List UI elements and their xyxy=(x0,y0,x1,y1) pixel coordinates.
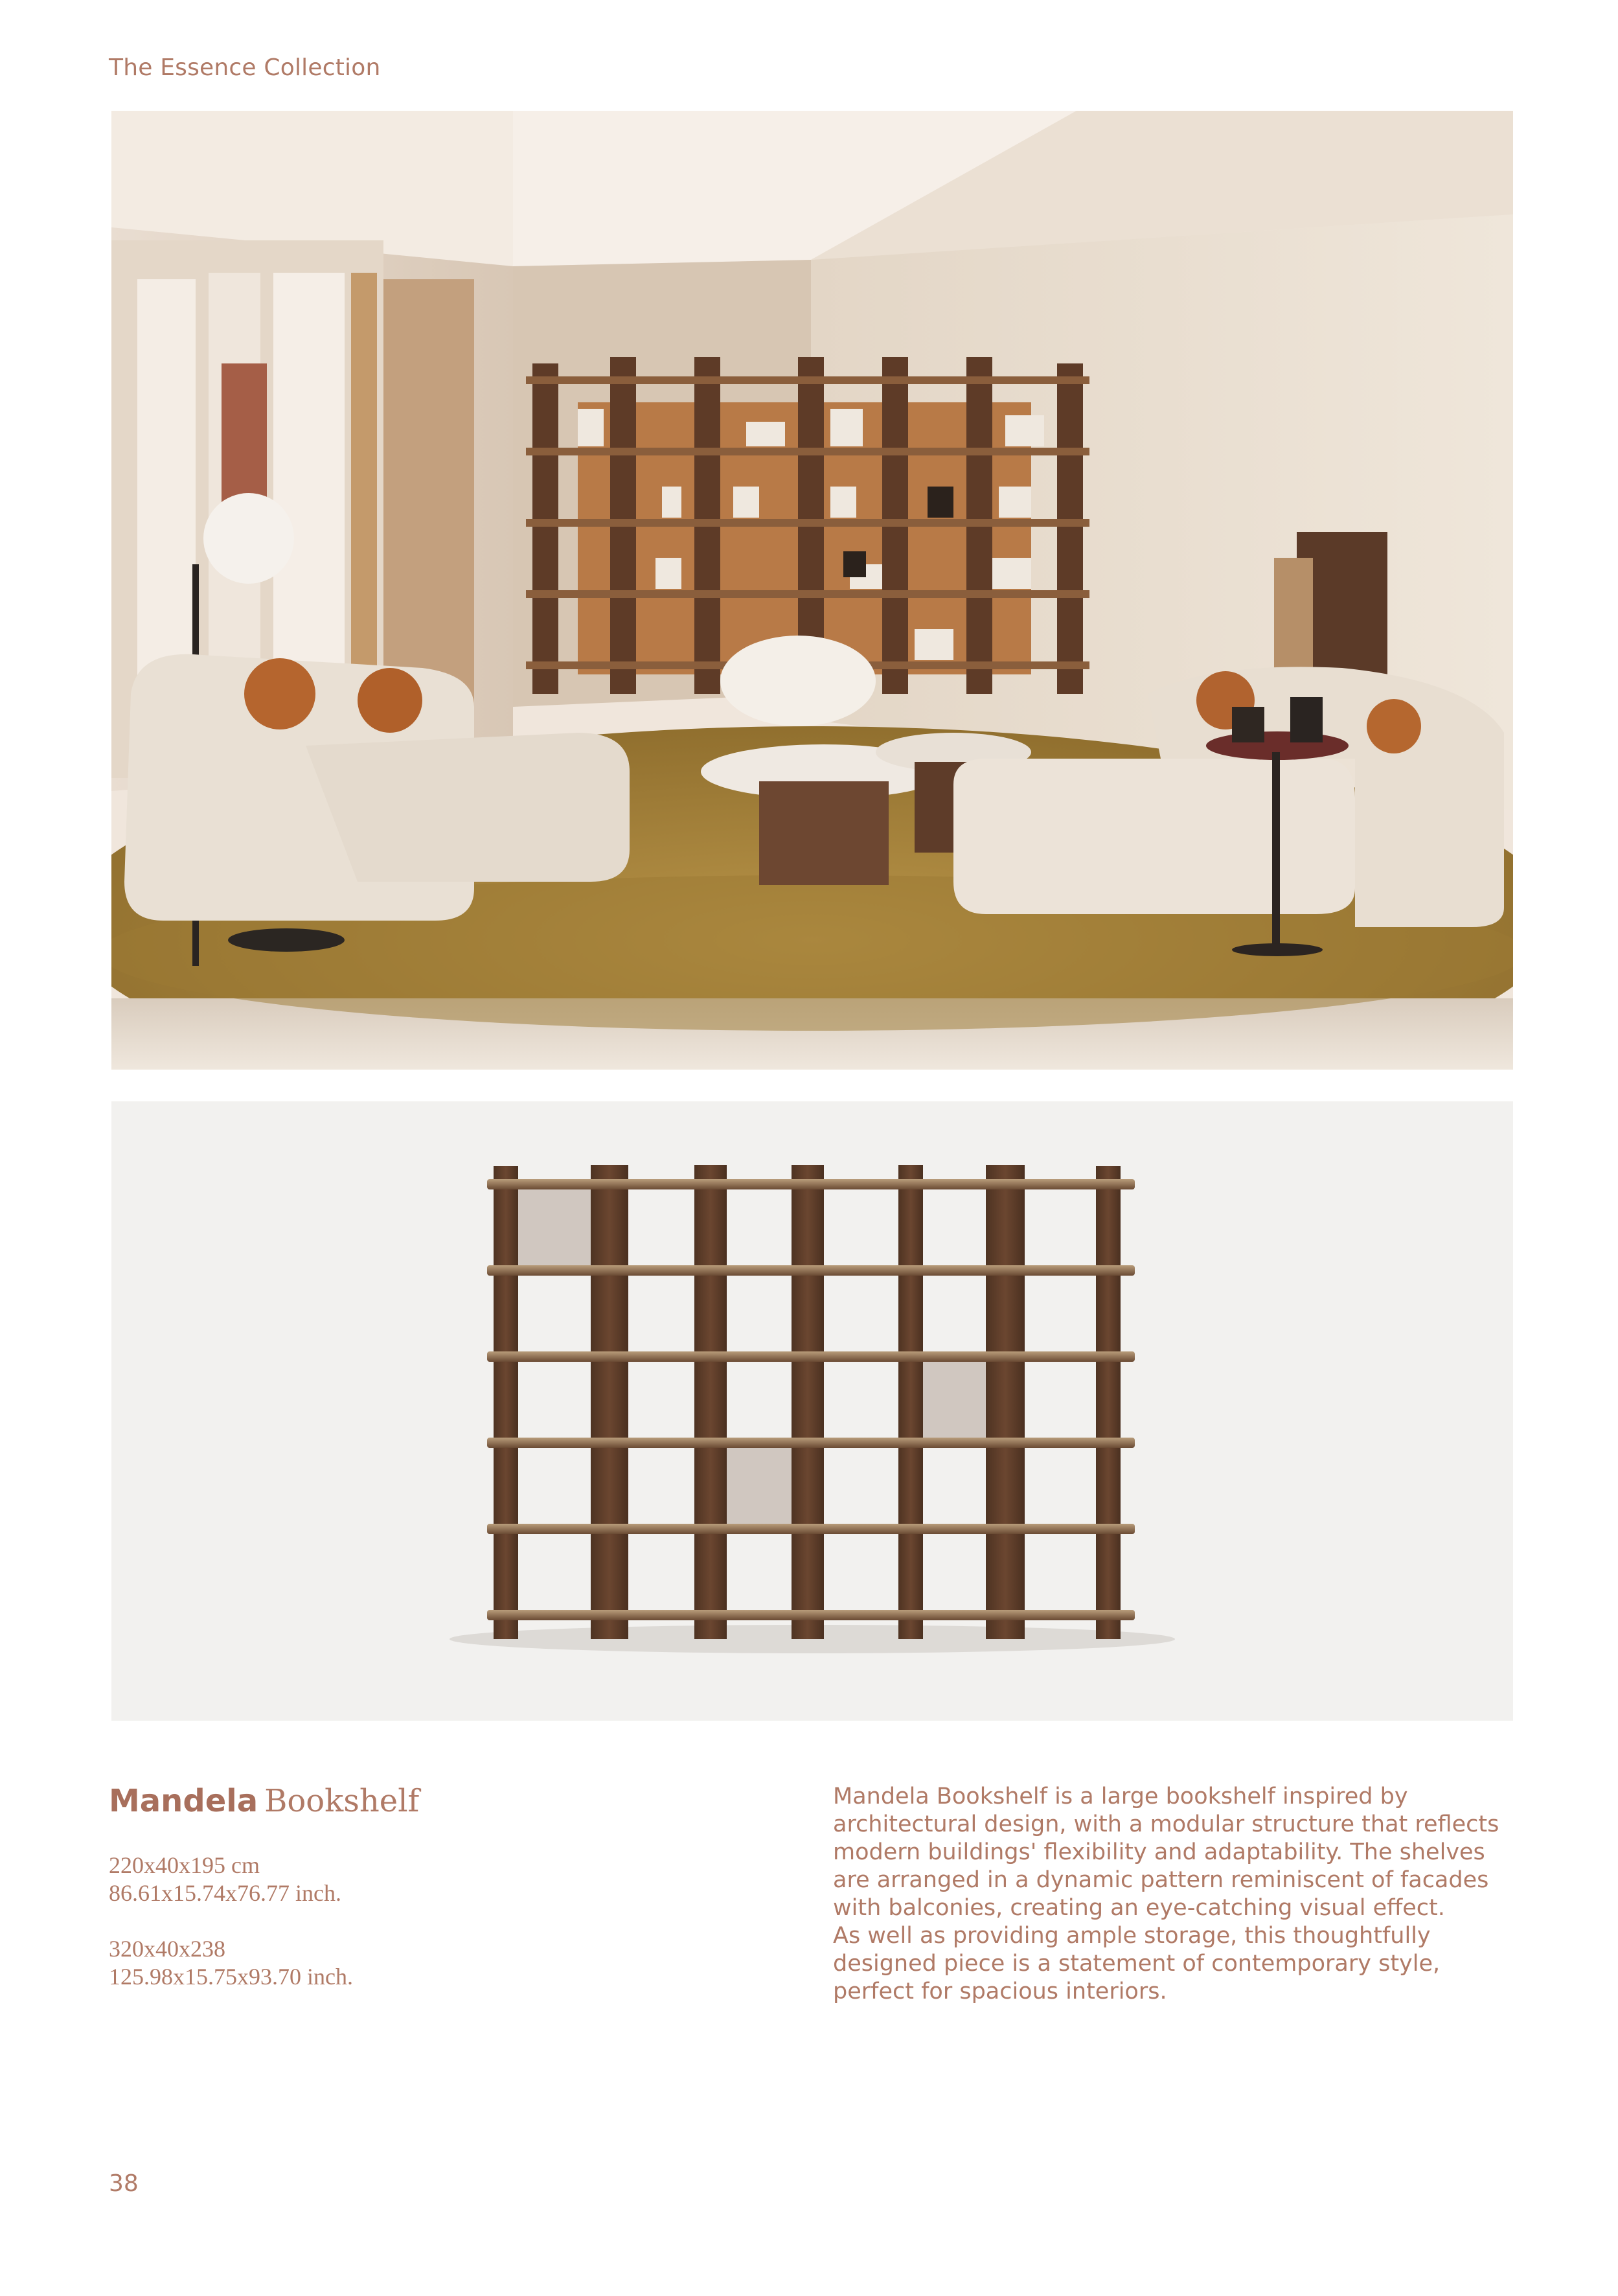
product-name-bold: Mandela xyxy=(109,1783,258,1819)
product-photo xyxy=(111,1101,1513,1721)
product-dimensions xyxy=(109,1852,353,2019)
dimension-metric: 320x40x238 xyxy=(109,1936,225,1962)
room-photo xyxy=(111,111,1513,1070)
product-description xyxy=(833,1783,1520,2006)
collection-title: The Essence Collection xyxy=(109,54,381,81)
dimension-imperial: 86.61x15.74x76.77 inch. xyxy=(109,1880,341,1906)
page-number: 38 xyxy=(109,2170,139,2197)
dimension-metric: 220x40x195 cm xyxy=(109,1852,260,1878)
dimension-group xyxy=(109,1935,353,1991)
product-name-light: Bookshelf xyxy=(264,1783,420,1819)
dimension-imperial: 125.98x15.75x93.70 inch. xyxy=(109,1964,353,1990)
description-paragraph: Mandela Bookshelf is a large bookshelf inspired by architectural design, with a modular structure that reflects modern buildings' flexibility and adaptability. The shelves are arranged in a dynamic pattern reminiscent of facades with balconies, creating an eye-catching visual effect. xyxy=(833,1784,1499,1921)
product-name xyxy=(109,1783,419,1819)
dimension-group xyxy=(109,1852,353,1907)
description-paragraph: As well as providing ample storage, this thoughtfully designed piece is a statement of contemporary style, perfect for spacious interiors. xyxy=(833,1923,1441,2004)
